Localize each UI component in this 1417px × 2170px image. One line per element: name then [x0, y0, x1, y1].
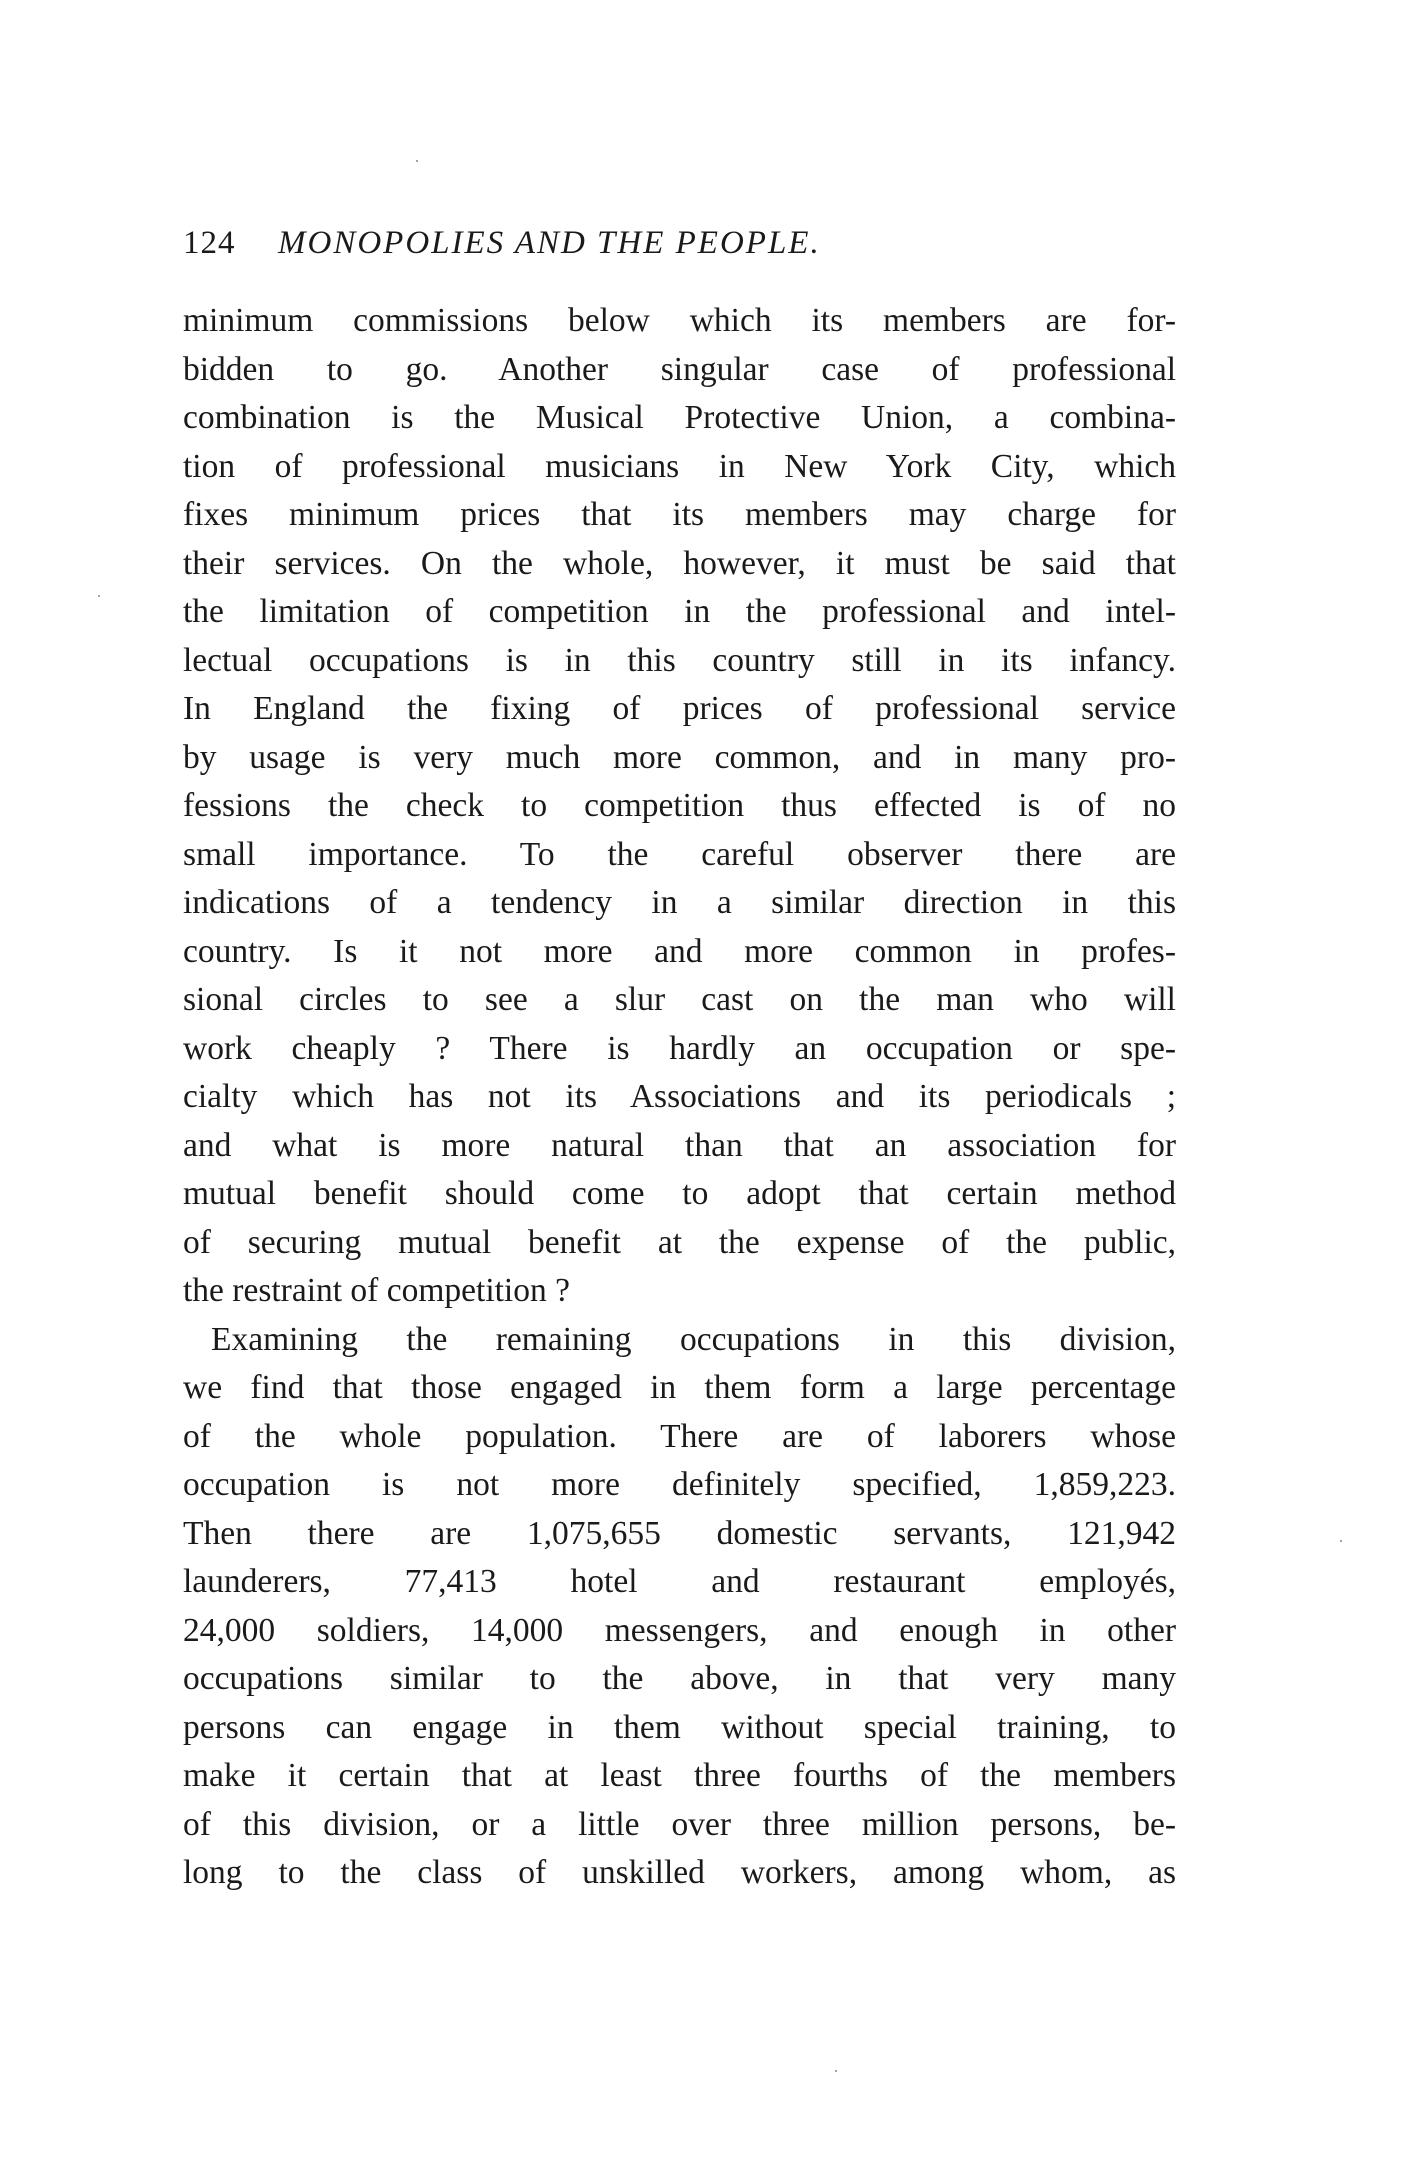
- text-line: of this division, or a little over three million persons, be-: [183, 1805, 1176, 1843]
- text-line: Then there are 1,075,655 domestic servants, 121,942: [183, 1514, 1176, 1552]
- paragraph-1: [183, 297, 1176, 1316]
- text-line: occupation is not more definitely specified, 1,859,223.: [183, 1466, 1176, 1503]
- text-line: make it certain that at least three fourths of the members: [183, 1757, 1176, 1794]
- text-line: persons can engage in them without special training, to: [183, 1708, 1176, 1746]
- text-line: fessions the check to competition thus effected is of no: [183, 787, 1176, 824]
- text-line: mutual benefit should come to adopt that certain method: [183, 1175, 1176, 1212]
- text-line: the restraint of competition ?: [183, 1272, 570, 1309]
- text-line: country. Is it not more and more common in profes-: [183, 932, 1176, 970]
- text-line: lectual occupations is in this country still in its infancy.: [183, 641, 1176, 679]
- text-line: bidden to go. Another singular case of professional: [183, 350, 1176, 388]
- text-line: launderers, 77,413 hotel and restaurant employés,: [183, 1563, 1176, 1600]
- scan-speck: [98, 595, 100, 597]
- text-line: long to the class of unskilled workers, among whom, as: [183, 1854, 1176, 1891]
- text-line: of the whole population. There are of laborers whose: [183, 1417, 1176, 1455]
- text-line: indications of a tendency in a similar direction in this: [183, 884, 1176, 921]
- text-line: the limitation of competition in the professional and intel-: [183, 593, 1176, 630]
- scan-speck: [1340, 1540, 1342, 1542]
- scan-speck: [416, 160, 418, 162]
- text-line: tion of professional musicians in New York City, which: [183, 447, 1176, 485]
- text-line: fixes minimum prices that its members may charge for: [183, 496, 1176, 533]
- text-line: we find that those engaged in them form a large percentage: [183, 1369, 1176, 1406]
- text-line: combination is the Musical Protective Union, a combina-: [183, 399, 1176, 436]
- book-title: MONOPOLIES AND THE PEOPLE.: [278, 225, 821, 261]
- scan-speck: [835, 2070, 837, 2072]
- text-line: their services. On the whole, however, it must be said that: [183, 544, 1176, 582]
- text-line: 24,000 soldiers, 14,000 messengers, and enough in other: [183, 1611, 1176, 1649]
- text-line: Examining the remaining occupations in this division,: [211, 1320, 1176, 1358]
- text-line: and what is more natural than that an association for: [183, 1126, 1176, 1164]
- paragraph-2: [183, 1316, 1176, 1898]
- text-line: In England the fixing of prices of professional service: [183, 690, 1176, 727]
- text-line: occupations similar to the above, in that very many: [183, 1660, 1176, 1697]
- text-line: by usage is very much more common, and in many pro-: [183, 738, 1176, 776]
- text-line: of securing mutual benefit at the expense of the public,: [183, 1223, 1176, 1261]
- text-line: minimum commissions below which its members are for-: [183, 302, 1176, 339]
- text-line: work cheaply ? There is hardly an occupation or spe-: [183, 1029, 1176, 1067]
- page-number: 124: [183, 225, 236, 261]
- text-line: small importance. To the careful observer there are: [183, 835, 1176, 873]
- text-line: sional circles to see a slur cast on the man who will: [183, 981, 1176, 1018]
- text-line: cialty which has not its Associations and its periodicals ;: [183, 1078, 1176, 1115]
- body-text: [183, 297, 1176, 1898]
- running-head: [183, 218, 1183, 268]
